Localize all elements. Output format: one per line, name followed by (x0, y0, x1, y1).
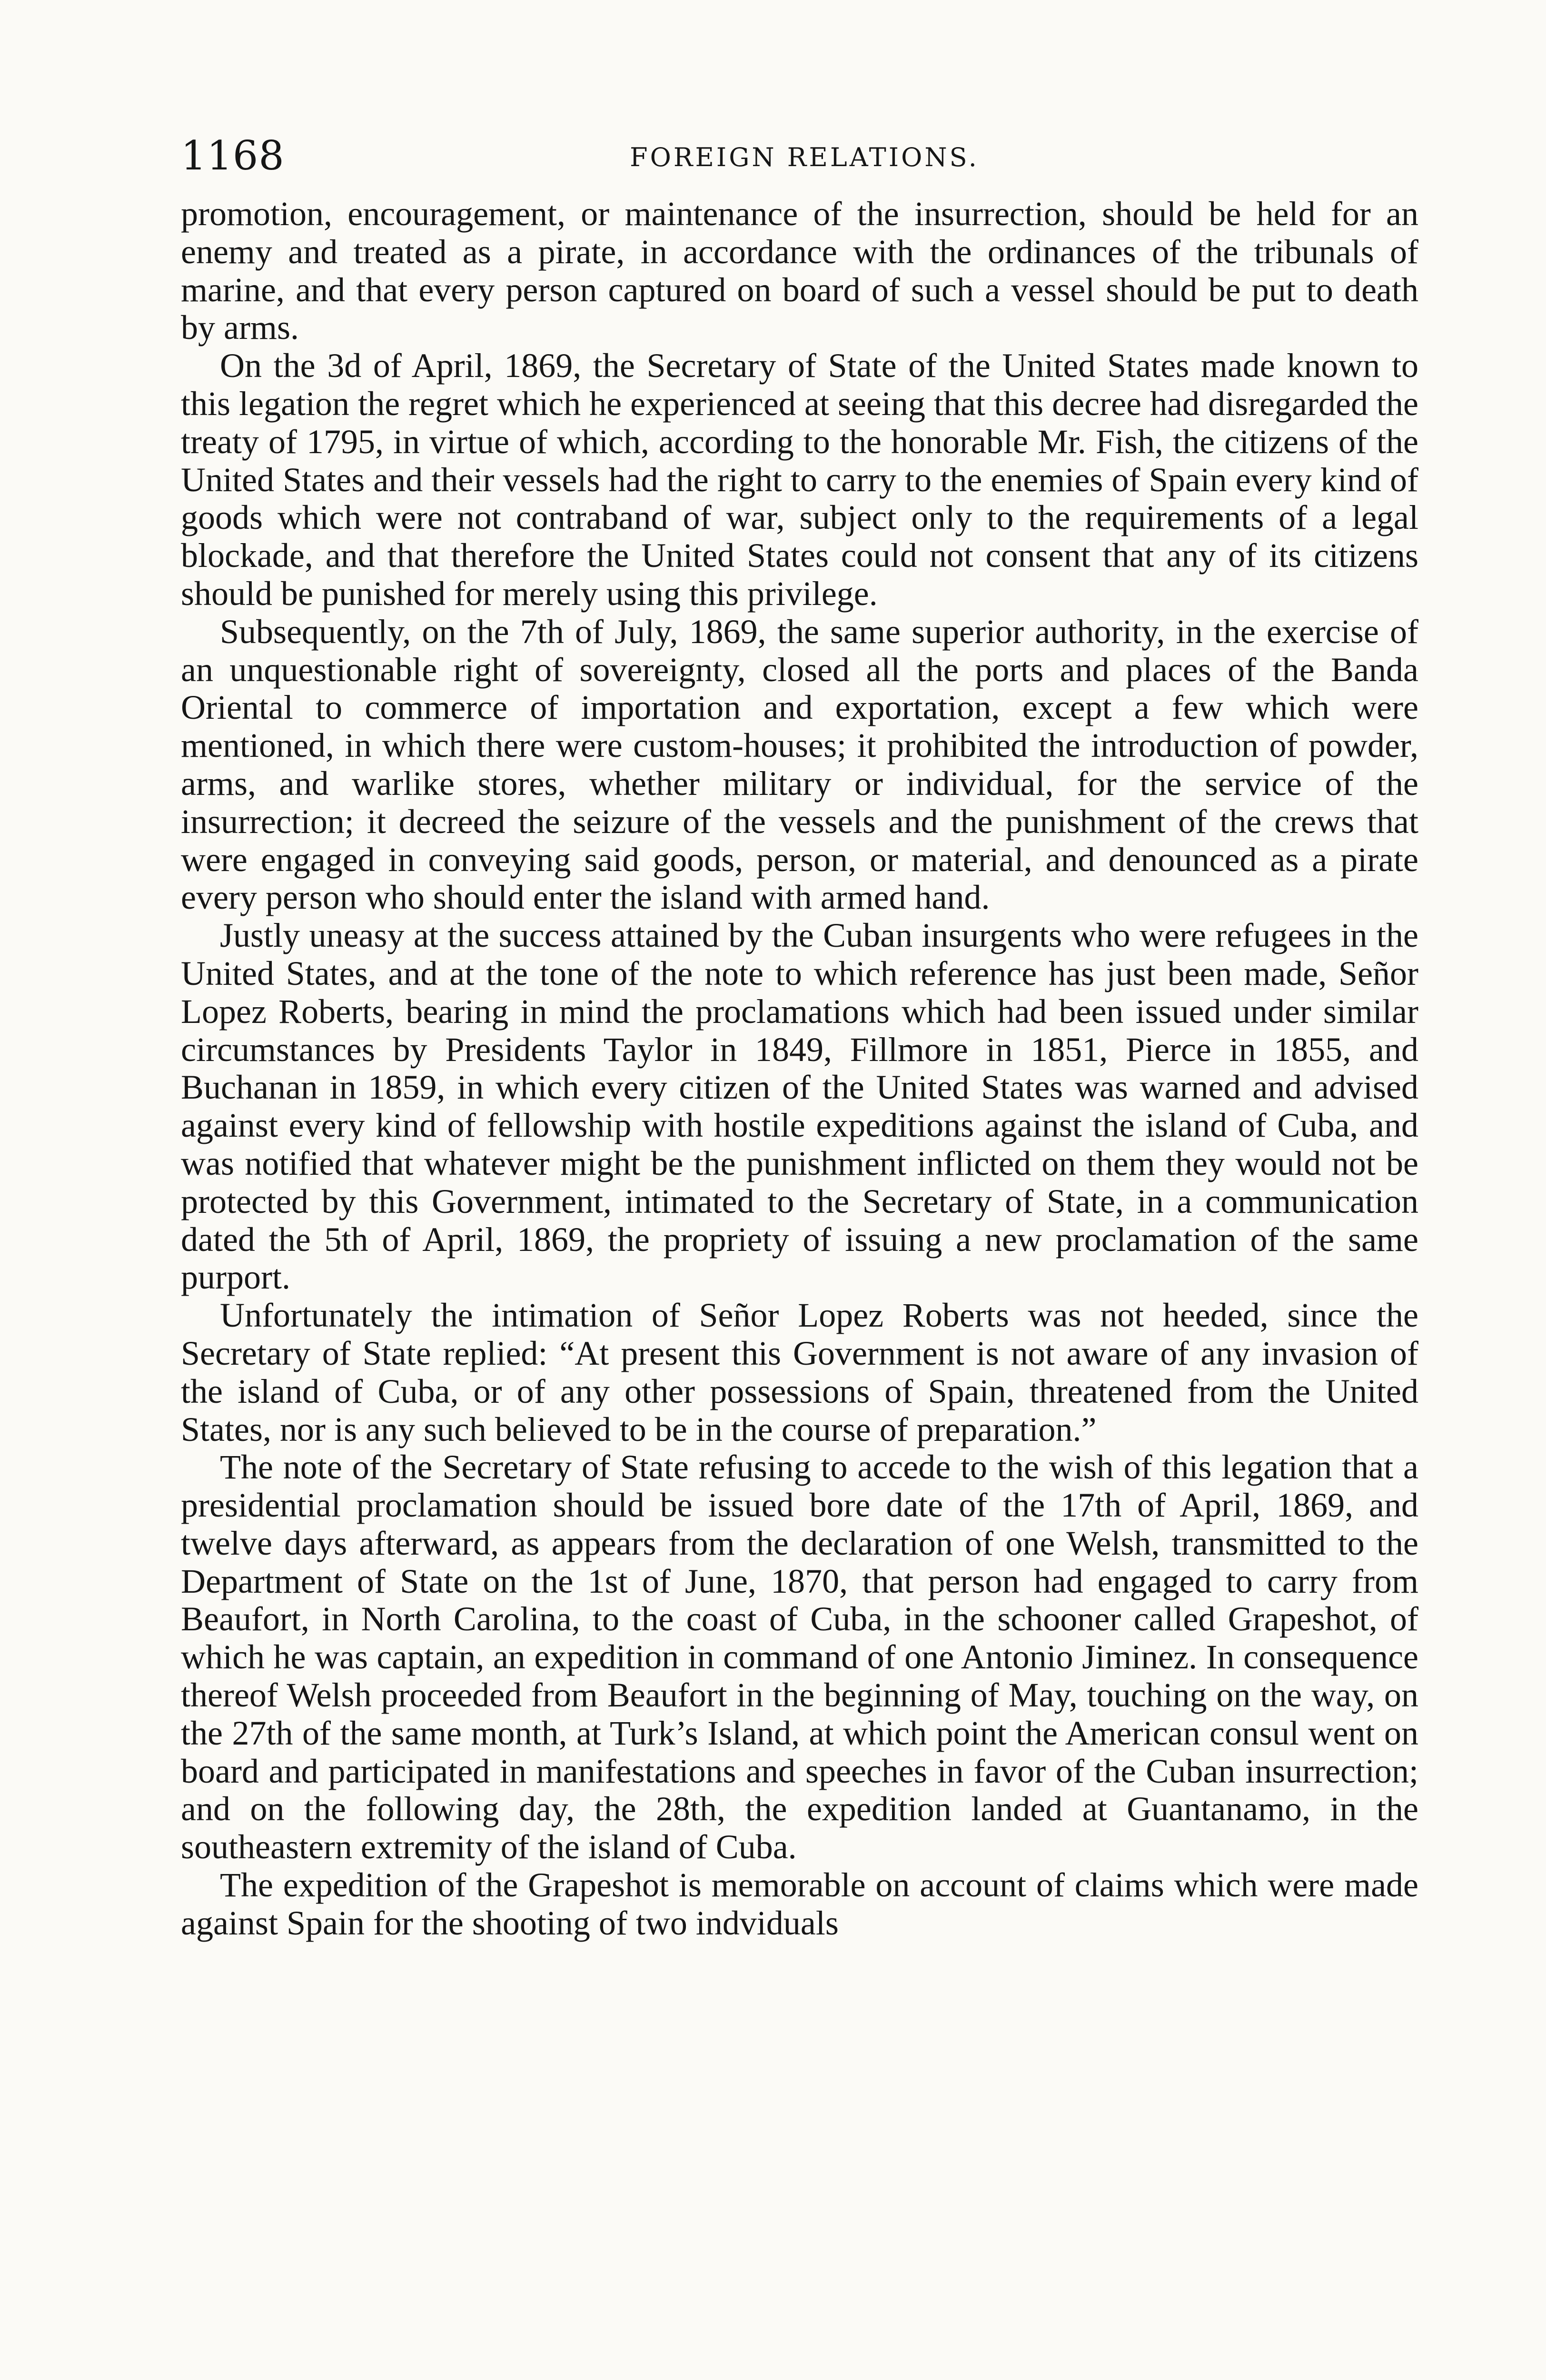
paragraph: Unfortunately the intimation of Señor Lopez Roberts was not heeded, since the Secretary of State replied: “At present this Government is not aware of any invasion of the island of Cuba, or of any other possessions of Spain, threatened from the United States, nor is any such believed to be in the course of preparation.” (181, 1296, 1418, 1448)
paragraph: Justly uneasy at the success attained by the Cuban insurgents who were refugees in the United States, and at the tone of the note to which reference has just been made, Señor Lopez Roberts, bearing in mind the proclamations which had been issued under similar circumstances by Presidents Taylor in 1849, Fillmore in 1851, Pierce in 1855, and Buchanan in 1859, in which every citizen of the United States was warned and advised against every kind of fellowship with hostile expeditions against the island of Cuba, and was notified that whatever might be the punishment inflicted on them they would not be protected by this Government, intimated to the Secretary of State, in a communication dated the 5th of April, 1869, the propriety of issuing a new proclamation of the same purport. (181, 916, 1418, 1297)
page-number: 1168 (181, 132, 285, 179)
body-text (181, 195, 1418, 1943)
running-head: FOREIGN RELATIONS. (630, 142, 979, 172)
paragraph: Subsequently, on the 7th of July, 1869, the same superior authority, in the exercise of an unquestionable right of sovereignty, closed all the ports and places of the Banda Oriental to commerce of importation and exportation, except a few which were mentioned, in which there were custom-houses; it prohibited the introduction of powder, arms, and warlike stores, whether military or individual, for the service of the insurrection; it decreed the seizure of the vessels and the punishment of the crews that were engaged in conveying said goods, person, or material, and denounced as a pirate every person who should enter the island with armed hand. (181, 612, 1418, 917)
paragraph: On the 3d of April, 1869, the Secretary of State of the United States made known to this legation the regret which he experienced at seeing that this decree had disregarded the treaty of 1795, in virtue of which, according to the honorable Mr. Fish, the citizens of the United States and their vessels had the right to carry to the enemies of Spain every kind of goods which were not contraband of war, subject only to the requirements of a legal blockade, and that therefore the United States could not consent that any of its citizens should be punished for merely using this privilege. (181, 347, 1418, 613)
paragraph: The expedition of the Grapeshot is memorable on account of claims which were made against Spain for the shooting of two indviduals (181, 1866, 1418, 1942)
page-header (181, 129, 1428, 182)
paragraph: promotion, encouragement, or maintenance of the insurrection, should be held for an enemy and treated as a pirate, in accordance with the ordinances of the tribunals of marine, and that every person captured on board of such a vessel should be put to death by arms. (181, 195, 1418, 347)
paragraph: The note of the Secretary of State refusing to accede to the wish of this legation that a presidential proclamation should be issued bore date of the 17th of April, 1869, and twelve days afterward, as appears from the declaration of one Welsh, transmitted to the Department of State on the 1st of June, 1870, that person had engaged to carry from Beaufort, in North Carolina, to the coast of Cuba, in the schooner called Grapeshot, of which he was captain, an expedition in command of one Antonio Jiminez. In consequence thereof Welsh proceeded from Beaufort in the beginning of May, touching on the way, on the 27th of the same month, at Turk’s Island, at which point the American consul went on board and participated in manifestations and speeches in favor of the Cuban insurrection; and on the following day, the 28th, the expedition landed at Guantanamo, in the southeastern extremity of the island of Cuba. (181, 1448, 1418, 1866)
